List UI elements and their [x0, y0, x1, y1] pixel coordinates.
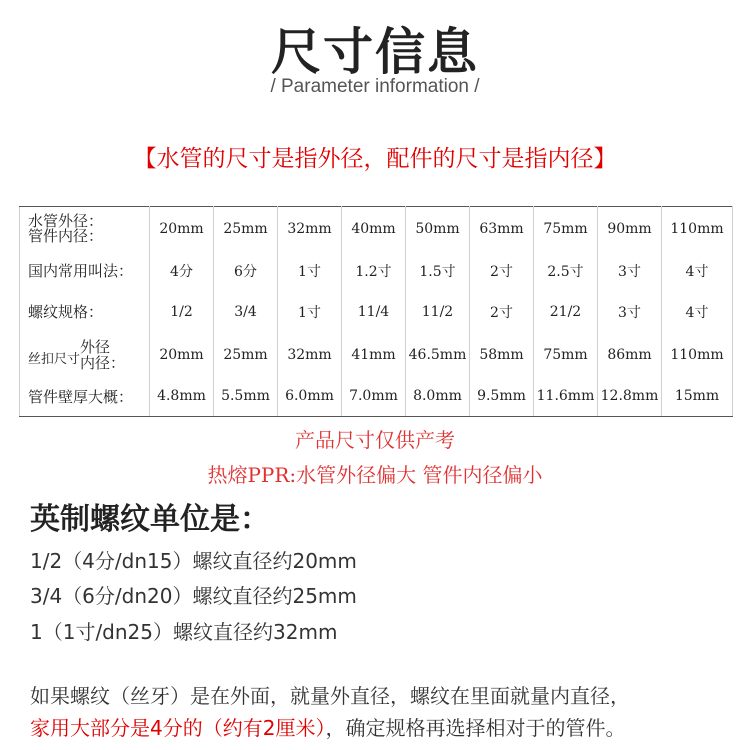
table-row-thread-size: [20, 333, 733, 377]
ppr-note: 热熔PPR:水管外径偏大 管件内径偏小: [207, 463, 543, 487]
table-cell: 90mm: [598, 207, 662, 251]
page-subtitle: / Parameter information /: [270, 76, 480, 97]
table-cell: 21/2: [534, 291, 598, 333]
table-cell: 41mm: [342, 333, 406, 377]
measure-instruction: 如果螺纹（丝牙）是在外面，就量外直径，螺纹在里面就量内直径，: [30, 684, 630, 708]
row-header-diameter: [20, 207, 150, 251]
table-cell: 1寸: [278, 291, 342, 333]
table-cell: 3/4: [214, 291, 278, 333]
table-cell: 11/4: [342, 291, 406, 333]
imperial-thread-title: 英制螺纹单位是：: [30, 502, 270, 537]
table-cell: 20mm: [150, 207, 214, 251]
table-cell: 11/2: [406, 291, 470, 333]
table-cell: 20mm: [150, 333, 214, 377]
row-header-line: 外径: [80, 337, 111, 356]
row-header-line: 水管外径：: [28, 211, 104, 230]
table-cell: 25mm: [214, 333, 278, 377]
table-row-wall-thickness: [20, 377, 733, 417]
table-cell: 4.8mm: [150, 377, 214, 417]
imperial-thread-line: 3/4（6分/dn20）螺纹直径约25mm: [30, 584, 357, 608]
row-header-thread-size: [20, 333, 150, 377]
table-cell: 11.6mm: [534, 377, 598, 417]
row-header-prefix: 丝扣尺寸: [28, 351, 81, 367]
table-cell: 6.0mm: [278, 377, 342, 417]
table-cell: 3寸: [598, 291, 662, 333]
imperial-thread-line: 1（1寸/dn25）螺纹直径约32mm: [30, 620, 338, 644]
row-header-line: 内径：: [80, 353, 126, 372]
table-cell: 32mm: [278, 333, 342, 377]
table-cell: 2寸: [470, 291, 534, 333]
household-rest: ，确定规格再选择相对于的管件。: [325, 716, 626, 740]
row-header-wall-thickness: 管件壁厚大概：: [20, 377, 150, 417]
table-row-common-name: [20, 251, 733, 291]
table-cell: 2寸: [470, 251, 534, 291]
table-cell: 46.5mm: [406, 333, 470, 377]
table-cell: 75mm: [534, 207, 598, 251]
table-cell: 15mm: [662, 377, 733, 417]
table-cell: 25mm: [214, 207, 278, 251]
row-header-thread-spec: 螺纹规格：: [20, 291, 150, 333]
page-title: 尺寸信息: [271, 23, 479, 81]
table-cell: 50mm: [406, 207, 470, 251]
table-cell: 58mm: [470, 333, 534, 377]
table-cell: 9.5mm: [470, 377, 534, 417]
table-cell: 12.8mm: [598, 377, 662, 417]
table-cell: 1.5寸: [406, 251, 470, 291]
table-cell: 3寸: [598, 251, 662, 291]
table-cell: 2.5寸: [534, 251, 598, 291]
size-notice: 【水管的尺寸是指外径，配件的尺寸是指内径】: [133, 146, 617, 172]
table-row-diameter: [20, 207, 733, 251]
table-cell: 4寸: [662, 251, 733, 291]
table-cell: 8.0mm: [406, 377, 470, 417]
size-reference-note: 产品尺寸仅供产考: [295, 428, 455, 452]
table-cell: 110mm: [662, 333, 733, 377]
table-cell: 32mm: [278, 207, 342, 251]
row-header-common-name: 国内常用叫法：: [20, 251, 150, 291]
table-cell: 5.5mm: [214, 377, 278, 417]
table-cell: 75mm: [534, 333, 598, 377]
table-cell: 4分: [150, 251, 214, 291]
table-cell: 1寸: [278, 251, 342, 291]
table-cell: 6分: [214, 251, 278, 291]
table-cell: 1/2: [150, 291, 214, 333]
size-spec-table: [19, 206, 733, 417]
table-row-thread-spec: [20, 291, 733, 333]
table-cell: 63mm: [470, 207, 534, 251]
table-cell: 1.2寸: [342, 251, 406, 291]
table-cell: 86mm: [598, 333, 662, 377]
table-cell: 4寸: [662, 291, 733, 333]
table-cell: 110mm: [662, 207, 733, 251]
table-cell: 40mm: [342, 207, 406, 251]
table-cell: 7.0mm: [342, 377, 406, 417]
imperial-thread-line: 1/2（4分/dn15）螺纹直径约20mm: [30, 549, 357, 573]
household-highlight: 家用大部分是4分的（约有2厘米）: [30, 716, 326, 740]
household-note: [30, 712, 625, 741]
row-header-line: 管件内径：: [28, 226, 104, 245]
